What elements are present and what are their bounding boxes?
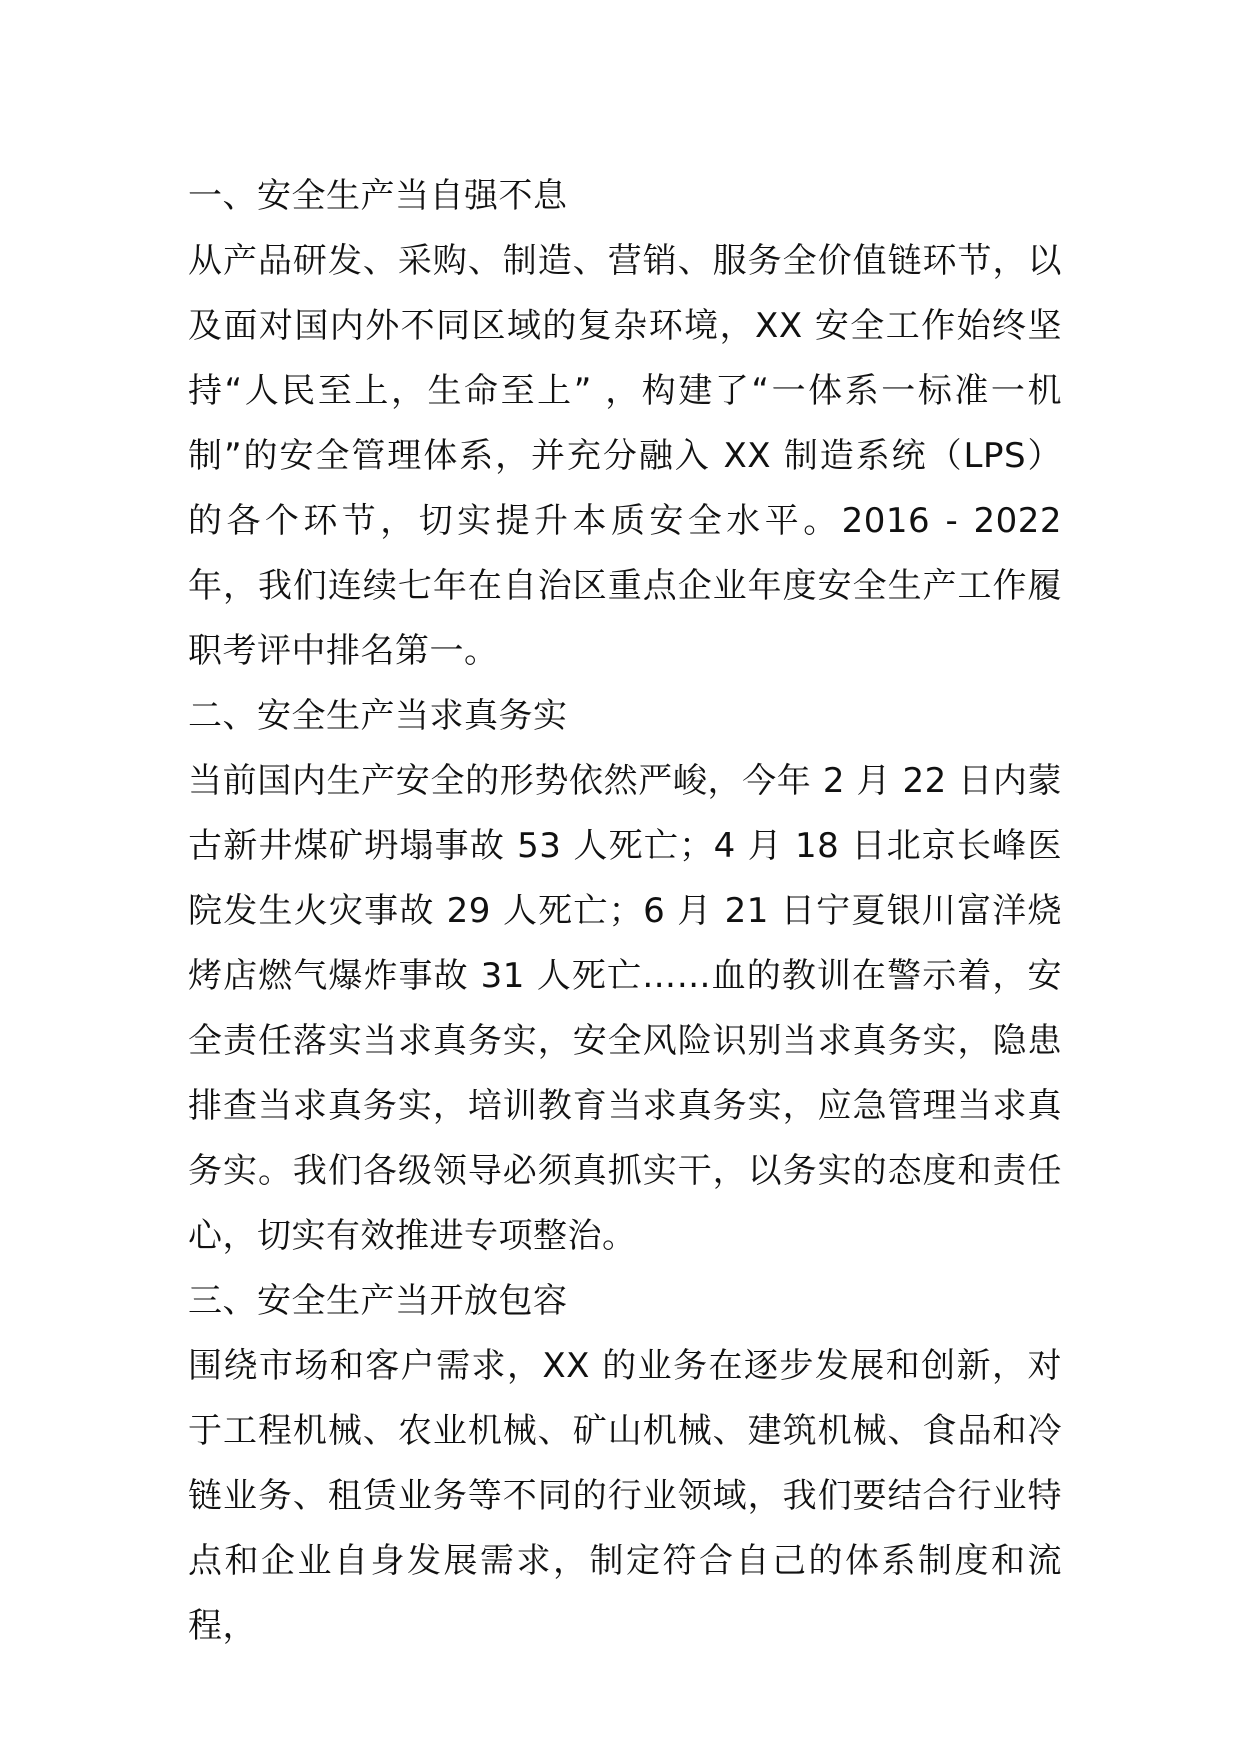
section-heading-2: 二、安全生产当求真务实 xyxy=(188,696,568,736)
section-heading-1: 一、安全生产当自强不息 xyxy=(188,176,568,216)
document-body xyxy=(188,164,1062,1659)
section-paragraph-1: 从产品研发、采购、制造、营销、服务全价值链环节，以及面对国内外不同区域的复杂环境，XX 安全工作始终坚持“人民至上，生命至上” ，构建了“一体系一标准一机制”的安全管理体系，并充分融入 XX 制造系统（LPS）的各个环节，切实提升本质安全水平。2016 - 2022 年，我们连续七年在自治区重点企业年度安全生产工作履职考评中排名第一。 xyxy=(188,241,1062,671)
section-paragraph-2: 当前国内生产安全的形势依然严峻，今年 2 月 22 日内蒙古新井煤矿坍塌事故 53 人死亡；4 月 18 日北京长峰医院发生火灾事故 29 人死亡；6 月 21 日宁夏银川富洋烧烤店燃气爆炸事故 31 人死亡……血的教训在警示着，安全责任落实当求真务实，安全风险识别当求真务实，隐患排查当求真务实，培训教育当求真务实，应急管理当求真务实。我们各级领导必须真抓实干，以务实的态度和责任心，切实有效推进专项整治。 xyxy=(188,761,1062,1256)
section-paragraph-3: 围绕市场和客户需求，XX 的业务在逐步发展和创新，对于工程机械、农业机械、矿山机械、建筑机械、食品和冷链业务、租赁业务等不同的行业领域，我们要结合行业特点和企业自身发展需求，制定符合自己的体系制度和流程， xyxy=(188,1346,1062,1646)
section-heading-3: 三、安全生产当开放包容 xyxy=(188,1281,568,1321)
